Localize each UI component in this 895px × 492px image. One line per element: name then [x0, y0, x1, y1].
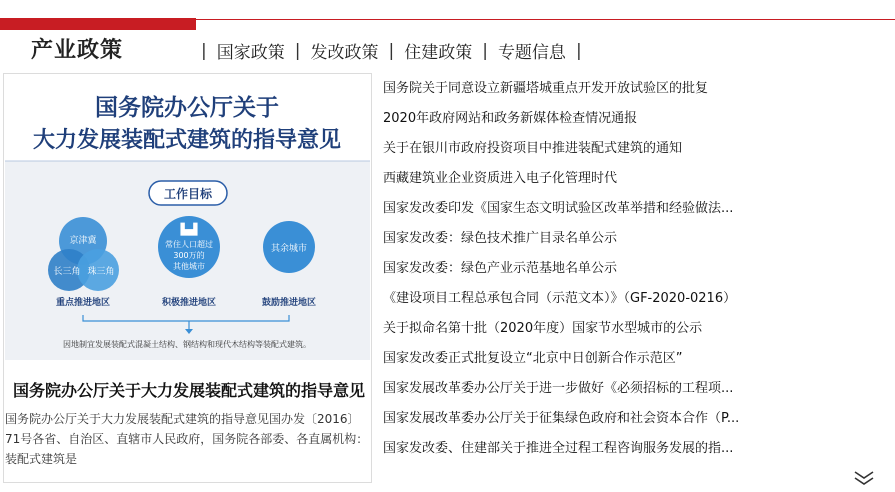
news-item[interactable]: 国家发改委正式批复设立“北京中日创新合作示范区” [383, 351, 683, 366]
city-icon: ▙▟ [180, 223, 198, 236]
news-item[interactable]: 西藏建筑业企业资质进入电子化管理时代 [383, 171, 618, 186]
tab-separator: | [294, 40, 301, 61]
tab-national-policy[interactable]: 国家政策 [216, 43, 285, 63]
news-list [383, 80, 739, 470]
tab-housing-policy[interactable]: 住建政策 [404, 43, 473, 63]
goal-label: 工作目标 [163, 187, 213, 201]
banner-title-line1: 国务院办公厅关于 [95, 95, 279, 121]
circle-label-zhusanjiao: 珠三角 [87, 267, 115, 277]
tab-separator: | [388, 40, 395, 61]
featured-article-card[interactable] [3, 73, 372, 483]
news-item[interactable]: 关于拟命名第十批（2020年度）国家节水型城市的公示 [383, 321, 703, 336]
featured-article-title[interactable]: 国务院办公厅关于大力发展装配式建筑的指导意见 [13, 381, 366, 400]
tab-special-info[interactable]: 专题信息 [497, 43, 566, 63]
circle-label-jingjinji: 京津冀 [69, 236, 97, 246]
featured-article-description: 国务院办公厅关于大力发展装配式建筑的指导意见国办发〔2016〕71号各省、自治区、直辖市人民政府，国务院各部委、各直属机构：装配式建筑是 [5, 412, 369, 466]
news-item[interactable]: 《建设项目工程总承包合同（示范文本）》（GF-2020-0216） [383, 291, 737, 306]
section-title: 产业政策 [31, 38, 124, 63]
tab-separator: | [575, 40, 582, 61]
circle-label-city-line1: 常住人口超过 [165, 240, 213, 249]
news-item[interactable]: 2020年政府网站和政务新媒体检查情况通报 [383, 111, 638, 126]
news-item[interactable]: 国家发展改革委办公厅关于进一步做好《必须招标的工程项... [383, 381, 734, 396]
zone-label-active: 积极推进地区 [161, 298, 217, 308]
tab-ndrc-policy[interactable]: 发改政策 [310, 43, 379, 63]
circle-label-changsanjiao: 长三角 [53, 267, 81, 277]
news-item[interactable]: 国家发改委：绿色产业示范基地名单公示 [383, 261, 618, 276]
header-accent-bar [0, 18, 196, 30]
news-item[interactable]: 国家发改委：绿色技术推广目录名单公示 [383, 231, 618, 246]
circle-label-other-cities: 其余城市 [270, 244, 308, 254]
zone-label-key: 重点推进地区 [55, 298, 111, 308]
tab-separator: | [201, 40, 207, 61]
news-item[interactable]: 国家发展改革委办公厅关于征集绿色政府和社会资本合作（P... [383, 411, 740, 426]
news-item[interactable]: 关于在银川市政府投资项目中推进装配式建筑的通知 [383, 141, 683, 156]
news-item[interactable]: 国家发改委印发《国家生态文明试验区改革举措和经验做法... [383, 201, 734, 216]
zone-label-encouraged: 鼓励推进地区 [261, 298, 317, 308]
tab-separator: | [482, 40, 488, 61]
news-item[interactable]: 国家发改委、住建部关于推进全过程工程咨询服务发展的指... [383, 441, 734, 456]
featured-article-image[interactable] [5, 75, 370, 360]
double-chevron-down-icon[interactable] [853, 470, 875, 486]
news-item[interactable]: 国务院关于同意设立新疆塔城重点开发开放试验区的批复 [383, 81, 709, 96]
circle-label-city-line3: 其他城市 [173, 262, 205, 271]
banner-footer-note: 因地制宜发展装配式混凝土结构、钢结构和现代木结构等装配式建筑。 [63, 340, 311, 349]
policy-tabs [191, 38, 592, 63]
banner-title-line2: 大力发展装配式建筑的指导意见 [32, 128, 342, 153]
circle-label-city-line2: 300万的 [173, 251, 205, 260]
